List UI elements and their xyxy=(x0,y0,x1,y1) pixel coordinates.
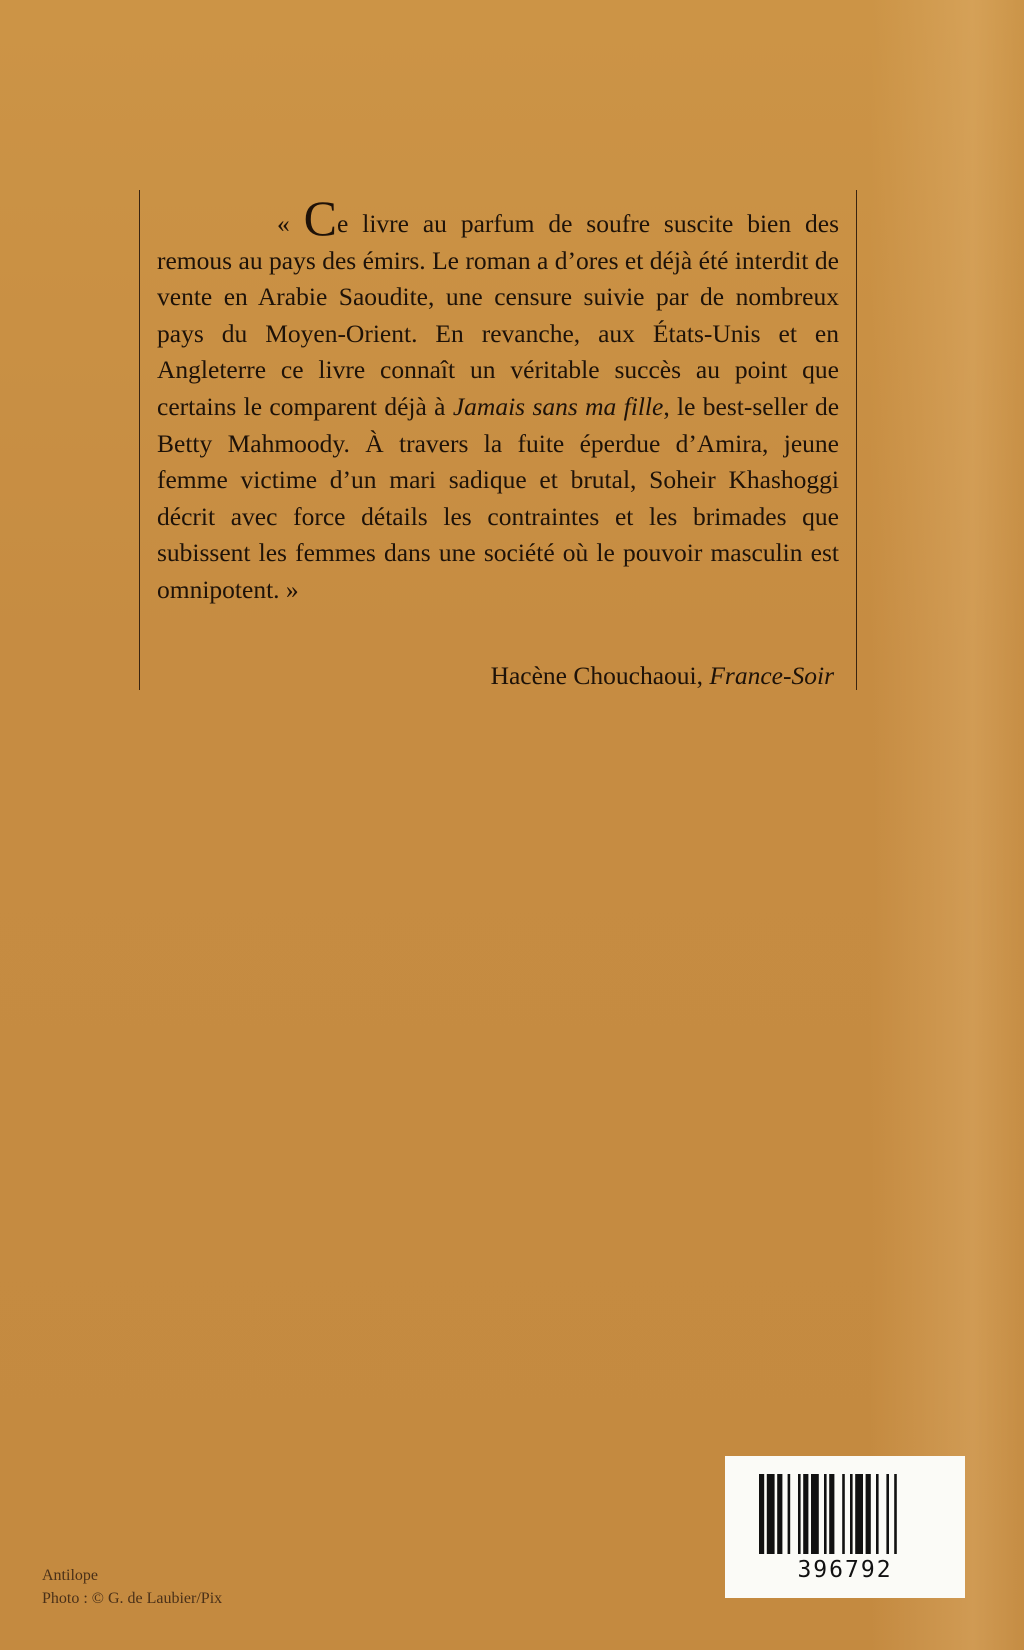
quote-text-rest: , le best-seller de Betty Mahmoody. À travers la fuite éperdue d’Amira, jeune femme victime d’un mari sadique et brutal, Soheir Khashoggi décrit avec force détails les contraintes et les brimades que subissent les femmes dans une société où le pouvoir masculin est omnipotent. xyxy=(157,391,840,604)
barcode-bars xyxy=(759,1474,931,1554)
press-quote-text xyxy=(157,190,840,609)
quote-open-mark: « xyxy=(277,209,290,238)
barcode-number: 396792 xyxy=(797,1557,893,1583)
barcode-stripe xyxy=(842,1474,845,1554)
barcode-stripe xyxy=(777,1474,782,1554)
barcode-label xyxy=(725,1456,965,1598)
press-quote-box xyxy=(139,190,857,690)
barcode-stripe xyxy=(866,1474,871,1554)
quote-attribution xyxy=(491,660,834,692)
barcode-stripe xyxy=(811,1474,819,1554)
barcode-stripe xyxy=(798,1474,801,1554)
barcode-stripe xyxy=(759,1474,764,1554)
barcode-stripe xyxy=(876,1474,879,1554)
barcode-stripe xyxy=(767,1474,775,1554)
photo-credit: Photo : © G. de Laubier/Pix xyxy=(42,1590,223,1607)
barcode-stripe xyxy=(850,1474,853,1554)
barcode-stripe xyxy=(803,1474,808,1554)
quote-close-mark: » xyxy=(285,574,299,604)
quote-author: Hacène Chouchaoui, xyxy=(490,661,703,690)
barcode-stripe xyxy=(788,1474,791,1554)
barcode-stripe xyxy=(894,1474,897,1554)
quote-drop-letter: C xyxy=(303,190,338,246)
barcode-stripe xyxy=(829,1474,834,1554)
collection-name: Antilope xyxy=(42,1567,98,1584)
quote-text-intro: e livre au parfum de soufre suscite bien des remous au pays des émirs. Le roman a d’ores et déjà été interdit de vente en Arabie Saoudite, une censure suivie par de nombreux pays du Moyen-Orient. En revanche, aux États-Unis et en Angleterre ce livre connaît un véritable succès au point que certains le comparent déjà à xyxy=(157,209,840,421)
quote-source: France-Soir xyxy=(709,661,834,690)
barcode-stripe xyxy=(855,1474,863,1554)
barcode-stripe xyxy=(824,1474,827,1554)
cover-credits xyxy=(42,1564,222,1610)
quoted-book-title: Jamais sans ma fille xyxy=(452,391,664,421)
barcode-stripe xyxy=(886,1474,889,1554)
